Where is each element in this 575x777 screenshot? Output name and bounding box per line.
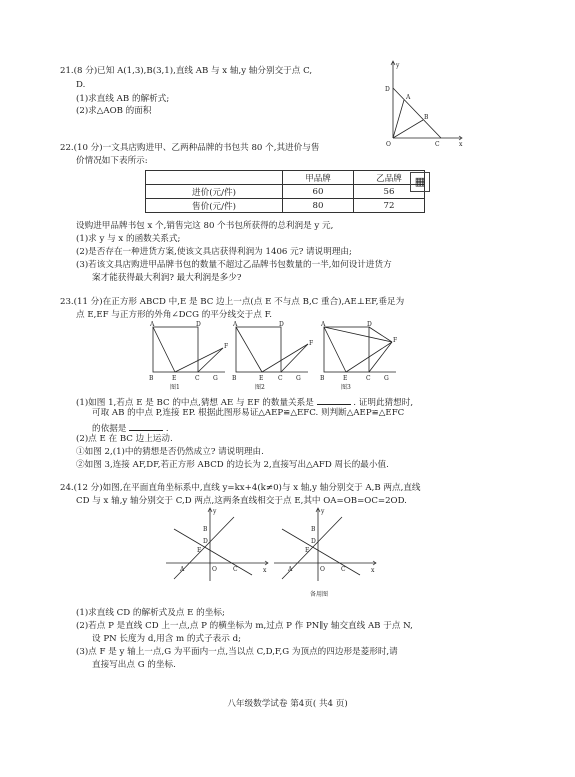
fig1-label-d: D — [196, 321, 201, 328]
fig3-label-c: C — [366, 375, 371, 382]
q23-figure-2 — [228, 320, 320, 394]
fig24-label-c: C — [233, 566, 238, 573]
table-row — [146, 199, 425, 213]
table-cell: 56 — [354, 185, 425, 199]
spare-label-o: O — [320, 566, 325, 573]
spare-label-a: A — [288, 566, 293, 573]
q23-figure-3 — [316, 320, 408, 394]
q23-part1a — [76, 395, 413, 409]
table-header-row — [146, 171, 425, 185]
spare-label-b: B — [311, 526, 316, 533]
qr-code-icon[interactable]: ▦ — [410, 172, 430, 192]
table-cell: 售价(元/件) — [146, 199, 283, 213]
q23-line2: 点 E,EF 与正方形的外角∠DCG 的平分线交于点 F. — [76, 310, 272, 320]
q23-part1a-end: . 证明此猜想时, — [353, 398, 414, 408]
q24-part3b: 直接写出点 G 的坐标. — [92, 660, 176, 670]
spare-label-c: C — [341, 566, 346, 573]
price-table — [145, 170, 425, 213]
fig1-label-a: A — [150, 321, 155, 328]
fig21-label-x: x — [459, 141, 463, 148]
q23-part1a-text: (1)如图 1,若点 E 是 BC 的中点,猜想 AE 与 EF 的数量关系是 — [76, 398, 314, 408]
fig2-label-f: F — [309, 340, 314, 347]
q24-part2b: 设 PN 长度为 d,用含 m 的式子表示 d; — [92, 634, 242, 644]
table-header-cell: 甲品牌 — [283, 171, 354, 185]
q21-line2: D. — [76, 80, 86, 90]
q23-part1b: 可取 AB 的中点 P,连接 EP. 根据此图形易证△AEP≌△EFC. 则判断△AEP≌△EFC — [92, 408, 405, 418]
fig2-label-d: D — [279, 321, 284, 328]
fig24-label-d: D — [203, 538, 208, 545]
fig1-label-e: E — [172, 375, 177, 382]
q21-line1: 21.(8 分)已知 A(1,3),B(3,1),直线 AB 与 x 轴,y 轴分别交于点 C, — [60, 66, 313, 76]
q21-figure — [375, 58, 465, 150]
table-cell: 60 — [283, 185, 354, 199]
q22-part3a: (3)若该文具店购进甲品牌书包的数量不超过乙品牌书包数量的一半,如何设计进货方 — [76, 260, 392, 270]
fig1-label-c: C — [195, 375, 200, 382]
fig1-label-f: F — [224, 343, 229, 350]
fig2-label-g: G — [296, 375, 301, 382]
fig21-label-o: O — [386, 141, 391, 148]
table-cell: 80 — [283, 199, 354, 213]
q24-spare-figure — [268, 505, 380, 600]
square-abcd — [153, 327, 198, 372]
fig21-label-c: C — [435, 141, 440, 148]
q24-part2a: (2)若点 P 是直线 CD 上一点,点 P 的横坐标为 m,过点 P 作 PN∥y 轴交直线 AB 于点 N, — [76, 621, 413, 631]
fig24-label-e: E — [197, 547, 202, 554]
q21-part1: (1)求直线 AB 的解析式; — [76, 94, 170, 104]
q24-line2: CD 与 x 轴,y 轴分别交于 C,D 两点,这两条直线相交于点 E,其中 OA=OB=OC=2OD. — [76, 496, 407, 506]
fig24-label-o: O — [212, 566, 217, 573]
table-cell: 进价(元/件) — [146, 185, 283, 199]
fig3-label-b: B — [320, 375, 325, 382]
q22-line2: 价情况如下表所示: — [76, 156, 148, 166]
spare-label-e: E — [305, 547, 310, 554]
q22-part1: (1)求 y 与 x 的函数关系式; — [76, 234, 181, 244]
q24-part1: (1)求直线 CD 的解析式及点 E 的坐标; — [76, 608, 225, 618]
fig1-caption: 图1 — [170, 384, 180, 391]
q24-part3a: (3)点 F 是 y 轴上一点,G 为平面内一点,当以点 C,D,F,G 为顶点的四边形是菱形时,请 — [76, 647, 398, 657]
q23-part2a: ①如图 2,(1)中的猜想是否仍然成立? 请说明理由. — [76, 447, 264, 457]
q23-figure-1 — [145, 320, 235, 394]
q23-part2b: ②如图 3,连接 AF,DF,若正方形 ABCD 的边长为 2,直接写出△AFD 周长的最小值. — [76, 460, 389, 470]
fig21-label-a: A — [406, 94, 411, 101]
fig21-label-d: D — [385, 86, 390, 93]
fig24-label-x: x — [263, 567, 267, 574]
q21-part2: (2)求△AOB 的面积 — [76, 106, 152, 116]
q24-figure — [160, 505, 272, 585]
fig24-label-a: A — [180, 566, 185, 573]
fig3-label-e: E — [343, 375, 348, 382]
fig21-label-y: y — [396, 62, 400, 69]
fig3-label-a: A — [321, 321, 326, 328]
fig2-label-e: E — [259, 375, 264, 382]
answer-blank — [129, 421, 163, 431]
fig3-label-g: G — [384, 375, 389, 382]
fig21-label-b: B — [424, 114, 429, 121]
q23-line1: 23.(11 分)在正方形 ABCD 中,E 是 BC 边上一点(点 E 不与点 B,C 重合),AE⊥EF,垂足为 — [60, 297, 405, 307]
q23-part1c — [92, 421, 169, 435]
fig24-label-y: y — [213, 508, 217, 515]
table-row — [146, 185, 425, 199]
q24-line1: 24.(12 分)如图,在平面直角坐标系中,直线 y=kx+4(k≠0)与 x 轴,y 轴分别交于 A,B 两点,直线 — [60, 483, 421, 493]
fig3-label-d: D — [367, 321, 372, 328]
fig2-label-b: B — [232, 375, 237, 382]
spare-label-x: x — [371, 567, 375, 574]
answer-blank — [317, 395, 351, 405]
spare-label-d: D — [311, 538, 316, 545]
q23-part2: (2)点 E 在 BC 边上运动. — [76, 434, 173, 444]
q22-part2: (2)是否存在一种进货方案,使该文具店获得利润为 1406 元? 请说明理由; — [76, 247, 352, 257]
table-header-cell: 乙品牌 — [354, 171, 425, 185]
table-cell: 72 — [354, 199, 425, 213]
spare-figure-caption: 备用图 — [310, 591, 329, 598]
fig3-caption: 图3 — [341, 384, 351, 391]
fig2-caption: 图2 — [255, 384, 265, 391]
fig24-label-b: B — [203, 526, 208, 533]
fig1-label-g: G — [213, 375, 218, 382]
q22-line1: 22.(10 分)一文具店购进甲、乙两种品牌的书包共 80 个,其进价与售 — [60, 143, 320, 153]
fig2-label-c: C — [278, 375, 283, 382]
fig2-label-a: A — [233, 321, 238, 328]
q22-part3b: 案才能获得最大利润? 最大利润是多少? — [92, 273, 242, 283]
q23-part1c-end: . — [165, 424, 169, 434]
table-header-cell — [146, 171, 283, 185]
q22-line3: 设购进甲品牌书包 x 个,销售完这 80 个书包所获得的总利润是 y 元, — [76, 221, 334, 231]
fig3-label-f: F — [393, 337, 398, 344]
spare-label-y: y — [321, 508, 325, 515]
q23-part1c-text: 的依据是 — [92, 424, 127, 434]
page-footer: 八年级数学试卷 第4页( 共4 页) — [227, 699, 348, 709]
fig1-label-b: B — [149, 375, 154, 382]
